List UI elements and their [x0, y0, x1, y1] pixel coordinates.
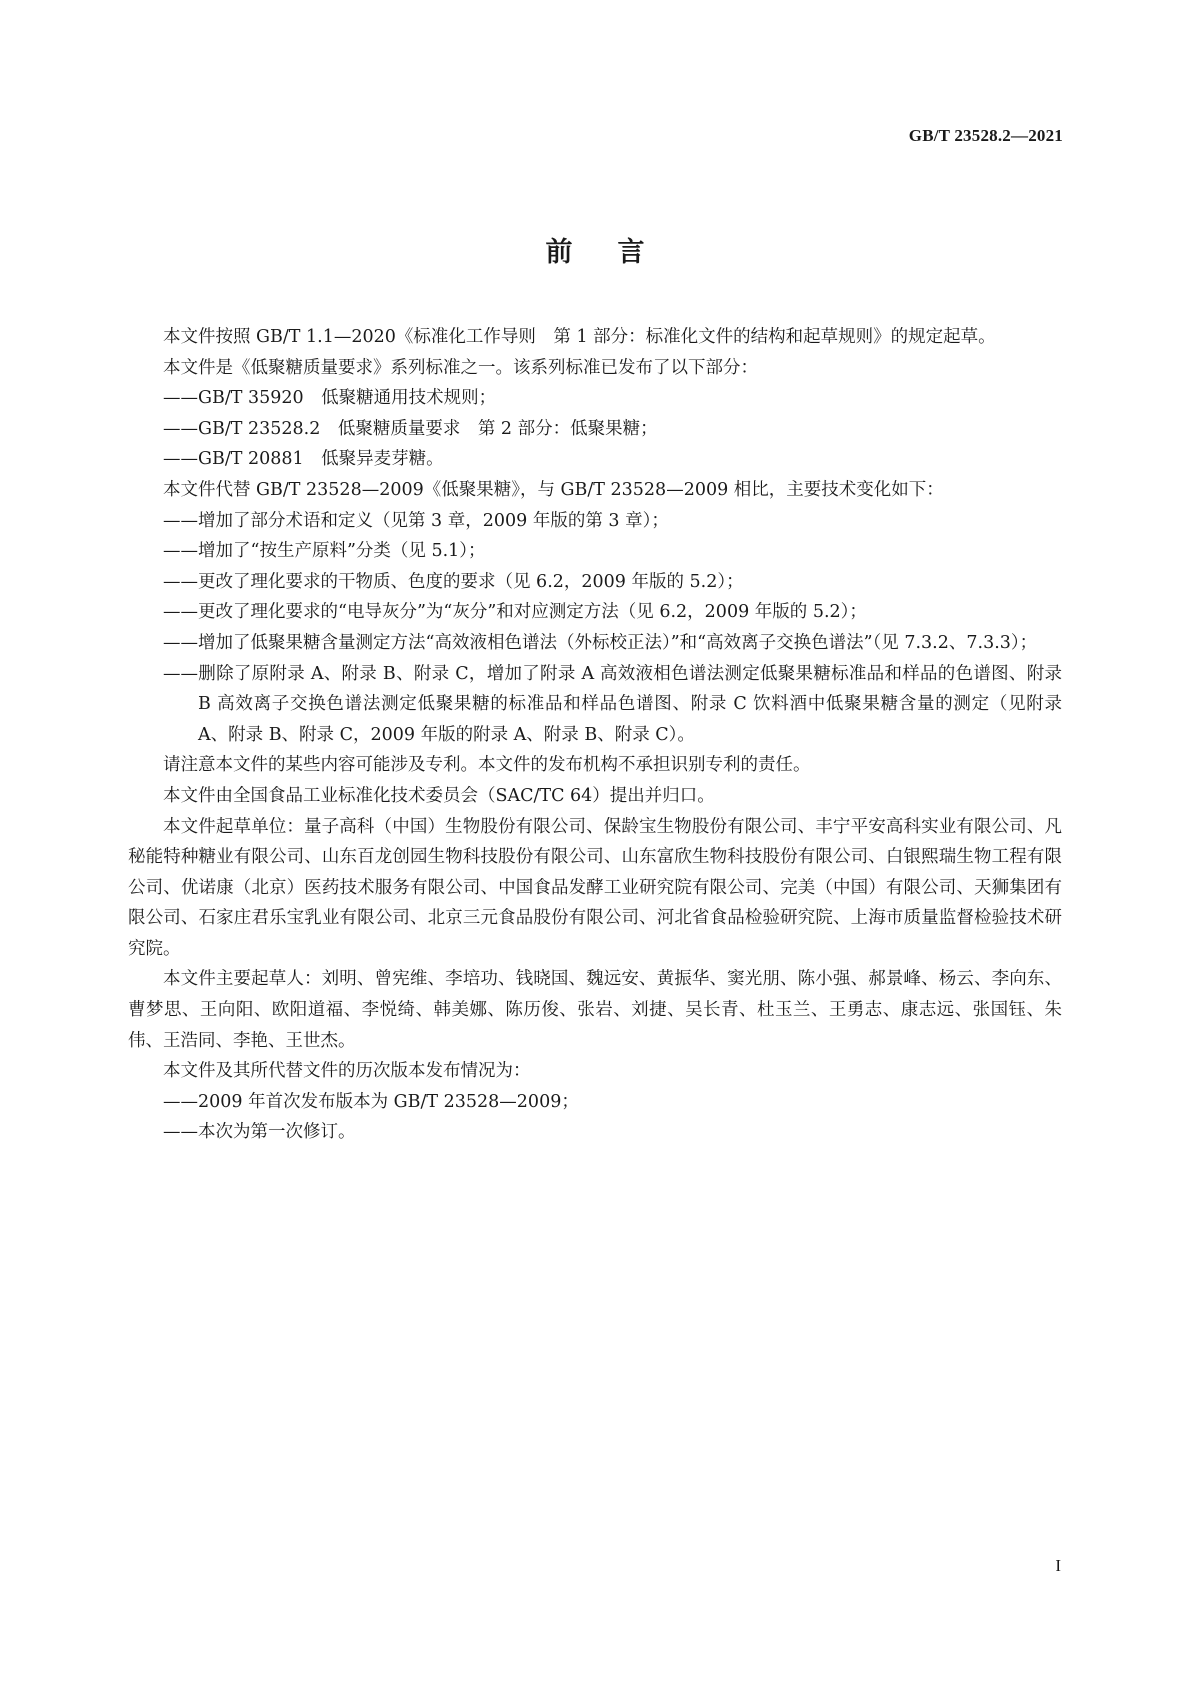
- page-number: I: [1055, 1556, 1061, 1575]
- list-item: ——增加了部分术语和定义（见第 3 章，2009 年版的第 3 章）；: [163, 510, 669, 531]
- page-title: [0, 230, 1191, 269]
- paragraph: 请注意本文件的某些内容可能涉及专利。本文件的发布机构不承担识别专利的责任。: [163, 755, 811, 776]
- document-body: [128, 322, 1062, 1148]
- paragraph: 本文件主要起草人：刘明、曾宪维、李培功、钱晓国、魏远安、黄振华、窦光朋、陈小强、郝景峰、杨云、李向东、曹梦思、王向阳、欧阳道福、李悦绮、韩美娜、陈历俊、张岩、刘捷、吴长青、杜玉兰、王勇志、康志远、张国钰、朱伟、王浩同、李艳、王世杰。: [128, 969, 1062, 1051]
- paragraph: 本文件按照 GB/T 1.1—2020《标准化工作导则 第 1 部分：标准化文件的结构和起草规则》的规定起草。: [163, 327, 996, 347]
- paragraph: 本文件及其所代替文件的历次版本发布情况为：: [163, 1061, 531, 1082]
- title-char-1: 前: [545, 237, 574, 268]
- list-item: ——增加了“按生产原料”分类（见 5.1）；: [163, 541, 486, 562]
- list-item: ——本次为第一次修订。: [163, 1122, 356, 1143]
- list-item: ——更改了理化要求的干物质、色度的要求（见 6.2，2009 年版的 5.2）；: [163, 571, 744, 592]
- paragraph: 本文件由全国食品工业标准化技术委员会（SAC/TC 64）提出并归口。: [163, 785, 715, 806]
- list-item: ——删除了原附录 A、附录 B、附录 C，增加了附录 A 高效液相色谱法测定低聚果糖标准品和样品的色谱图、附录 B 高效离子交换色谱法测定低聚果糖的标准品和样品色谱图、附录 C 饮料酒中低聚果糖含量的测定（见附录 A、附录 B、附录 C，2009 年版的附录 A、附录 B、附录 C）。: [163, 663, 1062, 745]
- list-item: ——增加了低聚果糖含量测定方法“高效液相色谱法（外标校正法）”和“高效离子交换色谱法”（见 7.3.2、7.3.3）；: [163, 632, 1038, 653]
- list-item: ——GB/T 20881 低聚异麦芽糖。: [163, 449, 444, 470]
- list-item: ——更改了理化要求的“电导灰分”为“灰分”和对应测定方法（见 6.2，2009 年版的 5.2）；: [163, 602, 867, 623]
- paragraph: 本文件起草单位：量子高科（中国）生物股份有限公司、保龄宝生物股份有限公司、丰宁平安高科实业有限公司、凡秘能特种糖业有限公司、山东百龙创园生物科技股份有限公司、山东富欣生物科技股份有限公司、白银熙瑞生物工程有限公司、优诺康（北京）医药技术服务有限公司、中国食品发酵工业研究院有限公司、完美（中国）有限公司、天狮集团有限公司、石家庄君乐宝乳业有限公司、北京三元食品股份有限公司、河北省食品检验研究院、上海市质量监督检验技术研究院。: [128, 816, 1062, 959]
- paragraph: 本文件代替 GB/T 23528—2009《低聚果糖》，与 GB/T 23528—2009 相比，主要技术变化如下：: [163, 479, 944, 500]
- list-item: ——2009 年首次发布版本为 GB/T 23528—2009；: [163, 1091, 579, 1112]
- title-char-2: 言: [617, 237, 646, 268]
- paragraph: 本文件是《低聚糖质量要求》系列标准之一。该系列标准已发布了以下部分：: [163, 357, 758, 378]
- standard-code: GB/T 23528.2—2021: [908, 126, 1063, 145]
- list-item: ——GB/T 23528.2 低聚糖质量要求 第 2 部分：低聚果糖；: [163, 418, 658, 439]
- list-item: ——GB/T 35920 低聚糖通用技术规则；: [163, 388, 497, 409]
